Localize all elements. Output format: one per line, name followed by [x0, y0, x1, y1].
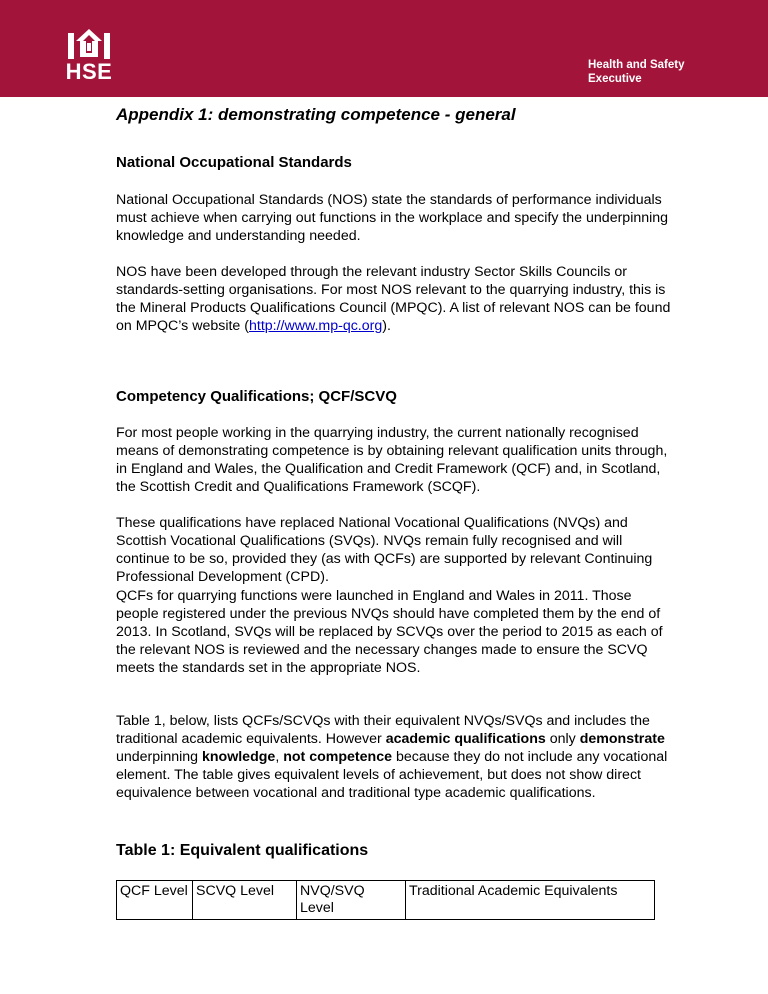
- header-scvq-level: SCVQ Level: [193, 881, 297, 920]
- agency-name: [588, 58, 685, 86]
- paragraph-nos-1: National Occupational Standards (NOS) state the standards of performance individuals must achieve when carrying out functions in the workplace and specify the underpinning knowledge and understanding needed.: [116, 192, 669, 244]
- paragraph-nos-2: [116, 263, 676, 335]
- paragraph-qcf-2: These qualifications have replaced National Vocational Qualifications (NVQs) and Scottish Vocational Qualifications (SVQs). NVQs remain fully recognised and will continue to be so, provided they (as with QCFs) are supported by relevant Continuing Professional Development (CPD).: [116, 515, 653, 585]
- p4-bold-1: academic qualifications: [385, 731, 546, 747]
- header-banner: [0, 0, 768, 97]
- p4-text-4: ,: [275, 749, 284, 765]
- agency-line-1: Health and Safety: [588, 59, 685, 71]
- section-heading-nos: National Occupational Standards: [116, 154, 352, 171]
- paragraph-qcf-3: QCFs for quarrying functions were launched in England and Wales in 2011. Those people registered under the previous NVQs should have completed them by the end of 2013. In Scotland, SVQs will be replaced by SCVQs over the period to 2015 as each of the relevant NOS is reviewed and the necessary changes made to ensure the SCVQ meets the standards set in the appropriate NOS.: [116, 588, 663, 676]
- p4-bold-3: knowledge: [201, 749, 276, 765]
- logo-text: HSE: [65, 59, 113, 84]
- table-heading: Table 1: Equivalent qualifications: [116, 842, 369, 859]
- hse-emblem-icon: [62, 27, 116, 61]
- paragraph-nos-2-text: NOS have been developed through the relevant industry Sector Skills Councils or standards-setting organisations. For most NOS relevant to the quarrying industry, this is the Mineral Products Qualifications Council (MPQC). A list of relevant NOS can be found on MPQC’s website (: [116, 264, 671, 334]
- p4-bold-4: not competence: [283, 749, 392, 765]
- hse-logo[interactable]: [62, 27, 116, 83]
- header-nvq-svq-level: NVQ/SVQ Level: [297, 881, 406, 920]
- header-academic-equivalents: Traditional Academic Equivalents: [406, 881, 655, 920]
- paragraph-qcf-4: [116, 712, 676, 802]
- paragraph-qcf-1: For most people working in the quarrying industry, the current nationally recognised means of demonstrating competence is by obtaining relevant qualification units through, in England and Wales, the Qualification and Credit Framework (QCF) and, in Scotland, the Scottish Credit and Qualifications Framework (SCQF).: [116, 425, 668, 495]
- p4-text-3: underpinning: [116, 749, 202, 765]
- agency-line-2: Executive: [588, 73, 642, 85]
- p4-text-2: only: [545, 731, 580, 747]
- p4-text-1: Table 1, below, lists QCFs/SCVQs with their equivalent NVQs/SVQs and includes the traditional academic equivalents. However: [116, 713, 650, 747]
- header-qcf-level: QCF Level: [117, 881, 193, 920]
- p4-text-5: because they do not include any vocational element. The table gives equivalent levels of achievement, but does not show direct equivalence between vocational and traditional type academic qualifications.: [116, 749, 668, 801]
- paragraph-nos-2-end: ).: [382, 318, 391, 334]
- qualifications-table: [116, 880, 655, 920]
- page-title: Appendix 1: demonstrating competence - general: [116, 105, 516, 124]
- table-header-row: [117, 881, 655, 920]
- p4-bold-2: demonstrate: [579, 731, 665, 747]
- section-heading-qcf: Competency Qualifications; QCF/SCVQ: [116, 388, 397, 405]
- mpqc-website-link[interactable]: http://www.mp-qc.org: [249, 318, 383, 334]
